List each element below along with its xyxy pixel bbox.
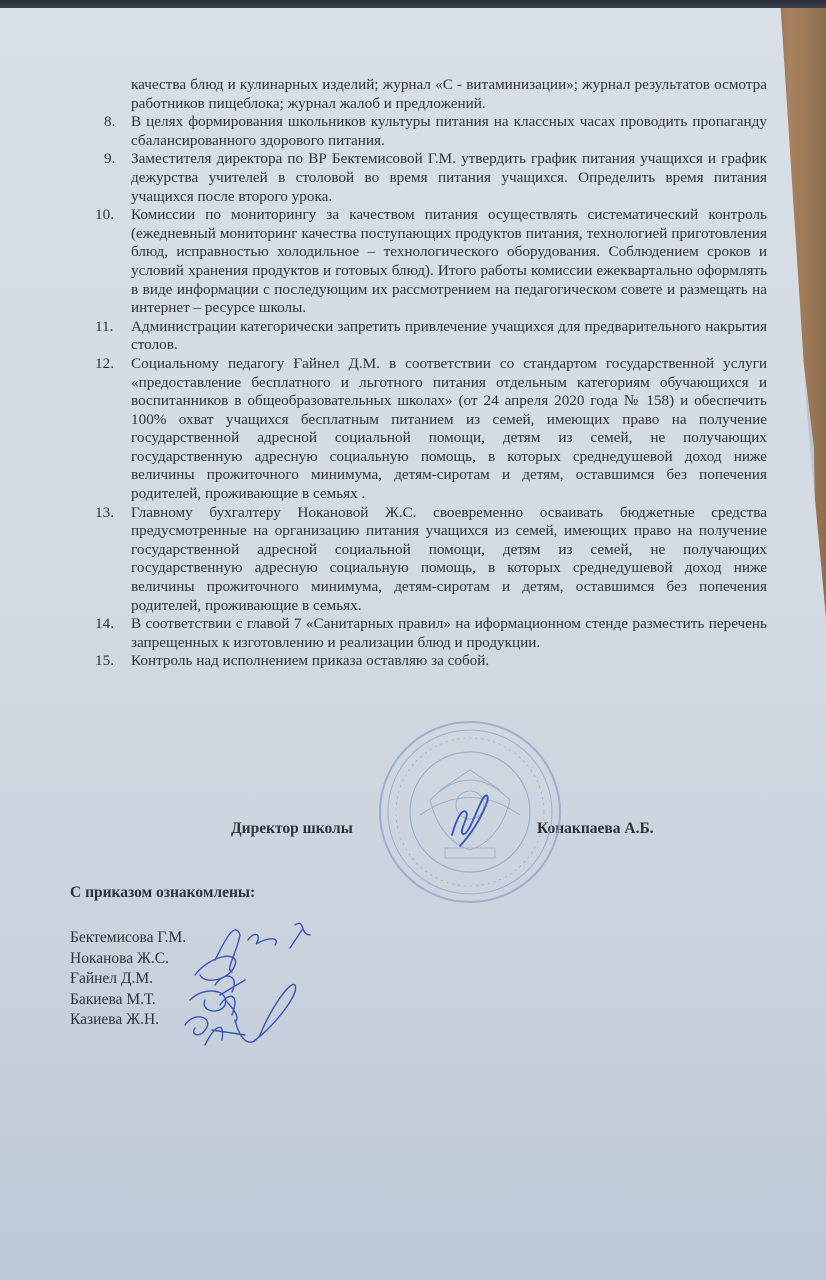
item-text: качества блюд и кулинарных изделий; журнал «С - витаминизации»; журнал результатов осмотра работников пищеблока; журнал жалоб и предложений. xyxy=(131,76,767,112)
acquainted-name: Казиева Ж.Н. xyxy=(70,1011,160,1029)
order-items-list xyxy=(95,76,767,671)
item-number: 11. xyxy=(95,317,114,335)
acquainted-title: С приказом ознакомлены: xyxy=(70,884,256,901)
item-text: Администрации категорически запретить привлечение учащихся для предварительного накрытия столов. xyxy=(131,317,767,354)
item-text: Главному бухгалтеру Нокановой Ж.С. своевременно осваивать бюджетные средства предусмотренные на организацию питания учащихся из семей, имеющих право на получение государственной адресной социальной помощи, детям из семей, не получающих государственную адресную социальную помощь, в которых среднедушевой доход ниже величины прожиточного минимума, детям-сиротам и детям, оставшимся без попечения родителей, проживающие в семьях. xyxy=(131,503,767,614)
item-text: В соответствии с главой 7 «Санитарных правил» на иформационном стенде разместить перечень запрещенных к изготовлению и реализации блюд и продукции. xyxy=(131,615,767,651)
item-number: 15. xyxy=(95,652,114,670)
list-item xyxy=(95,76,767,113)
list-item xyxy=(95,206,767,318)
list-item xyxy=(95,318,767,355)
list-item xyxy=(95,113,767,150)
list-item xyxy=(95,652,767,671)
acquainted-name: Бектемисова Г.М. xyxy=(70,929,187,946)
item-number: 13. xyxy=(95,503,114,521)
acquainted-list xyxy=(70,928,186,1031)
signer-name: Конакпаева А.Б. xyxy=(537,820,654,837)
item-number: 9. xyxy=(104,150,116,168)
item-text: В целях формирования школьников культуры питания на классных часах проводить пропаганду сбалансированного здорового питания. xyxy=(131,113,767,149)
item-text: Социальному педагогу Ғайнел Д.М. в соответствии со стандартом государственной услуги «предоставление бесплатного и льготного питания отдельным категориям обучающихся и воспитанников в общеобразовательных школах» (от 24 апреля 2020 года № 158) и обеспечить 100% охват учащихся бесплатным питанием из семей, имеющих право на получение государственной адресной социальной помощи, детям из семей, не получающих государственную адресную социальную помощь, в которых среднедушевой доход ниже величины прожиточного минимума, детям-сиротам и детям, оставшимся без попечения родителей, проживающие в семьях . xyxy=(131,354,767,503)
item-number: 14. xyxy=(95,615,114,633)
item-number: 10. xyxy=(95,206,114,224)
acquainted-name: Бакиева М.Т. xyxy=(70,990,156,1008)
item-text: Контроль над исполнением приказа оставляю за собой. xyxy=(131,652,490,670)
list-item xyxy=(95,150,767,206)
item-number: 8. xyxy=(104,113,116,131)
item-text: Заместителя директора по ВР Бектемисовой Г.М. утвердить график питания учащихся и график дежурства учителей в столовой во время питания учащихся. Определить время питания учащихся после второго урока. xyxy=(131,150,767,205)
acquainted-name: Ғайнел Д.М. xyxy=(70,970,154,988)
list-item xyxy=(95,615,767,652)
list-item xyxy=(95,355,767,504)
item-text: Комиссии по мониторингу за качеством питания осуществлять систематический контроль (ежедневный мониторинг качества поступающих продуктов питания, технологией приготовления блюд, исправностью холодильное – технологического оборудования. Соблюдением сроков и условий хранения продуктов и готовых блюд). Итого работы комиссии ежеквартально оформлять в виде информации с последующим их рассмотрением на педагогическом совете и размещать на интернет – ресурсе школы. xyxy=(131,206,767,317)
signer-role: Директор школы xyxy=(231,820,353,837)
item-number: 12. xyxy=(95,354,114,372)
acquainted-name: Ноканова Ж.С. xyxy=(70,949,170,967)
list-item xyxy=(95,504,767,616)
